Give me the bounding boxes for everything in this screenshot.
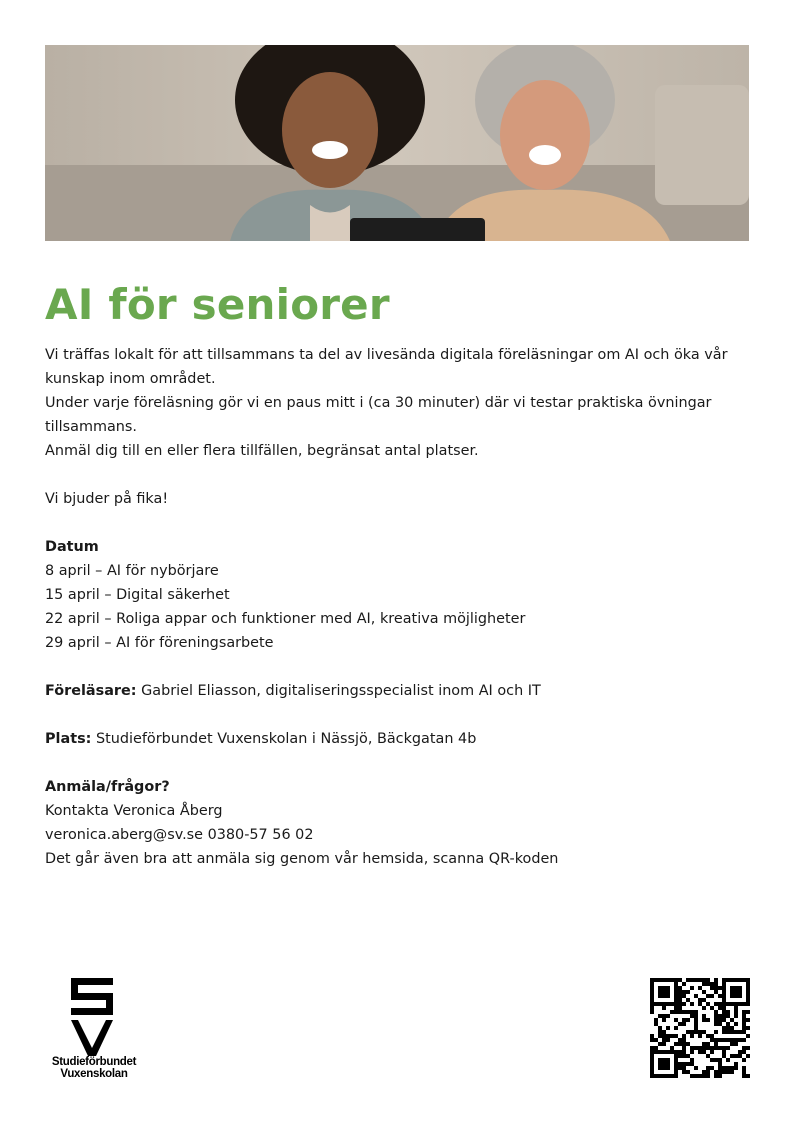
fika-note: Vi bjuder på fika! xyxy=(45,491,169,507)
sv-logo-text xyxy=(45,1056,143,1080)
main-body xyxy=(45,343,750,871)
place-value: Studieförbundet Vuxenskolan i Nässjö, Bäckgatan 4b xyxy=(91,731,477,747)
dates-heading: Datum xyxy=(45,539,99,555)
lecturer-value: Gabriel Eliasson, digitaliseringsspecialist inom AI och IT xyxy=(136,683,541,699)
date-item: 15 april – Digital säkerhet xyxy=(45,587,230,603)
date-item: 29 april – AI för föreningsarbete xyxy=(45,635,274,651)
place-line xyxy=(45,727,750,751)
intro-paragraph: Anmäl dig till en eller flera tillfällen, begränsat antal platser. xyxy=(45,443,479,459)
qr-code-icon[interactable] xyxy=(650,978,750,1078)
intro-paragraph: Under varje föreläsning gör vi en paus mitt i (ca 30 minuter) där vi testar praktiska övningar tillsammans. xyxy=(45,395,712,435)
contact-email-phone[interactable]: veronica.aberg@sv.se 0380-57 56 02 xyxy=(45,827,314,843)
place-label: Plats: xyxy=(45,731,92,747)
lecturer-line xyxy=(45,679,750,703)
lecturer-label: Föreläsare: xyxy=(45,683,137,699)
date-item: 8 april – AI för nybörjare xyxy=(45,563,219,579)
hero-photo xyxy=(45,45,749,241)
page-title: AI för seniorer xyxy=(45,280,390,329)
logo-line: Vuxenskolan xyxy=(60,1068,128,1080)
contact-heading: Anmäla/frågor? xyxy=(45,779,170,795)
contact-name: Kontakta Veronica Åberg xyxy=(45,803,223,819)
logo-line: Studieförbundet xyxy=(51,1056,137,1068)
date-item: 22 april – Roliga appar och funktioner med AI, kreativa möjligheter xyxy=(45,611,526,627)
intro-paragraph: Vi träffas lokalt för att tillsammans ta del av livesända digitala föreläsningar om AI och öka vår kunskap inom området. xyxy=(45,347,728,387)
contact-qr-note: Det går även bra att anmäla sig genom vår hemsida, scanna QR-koden xyxy=(45,851,559,867)
